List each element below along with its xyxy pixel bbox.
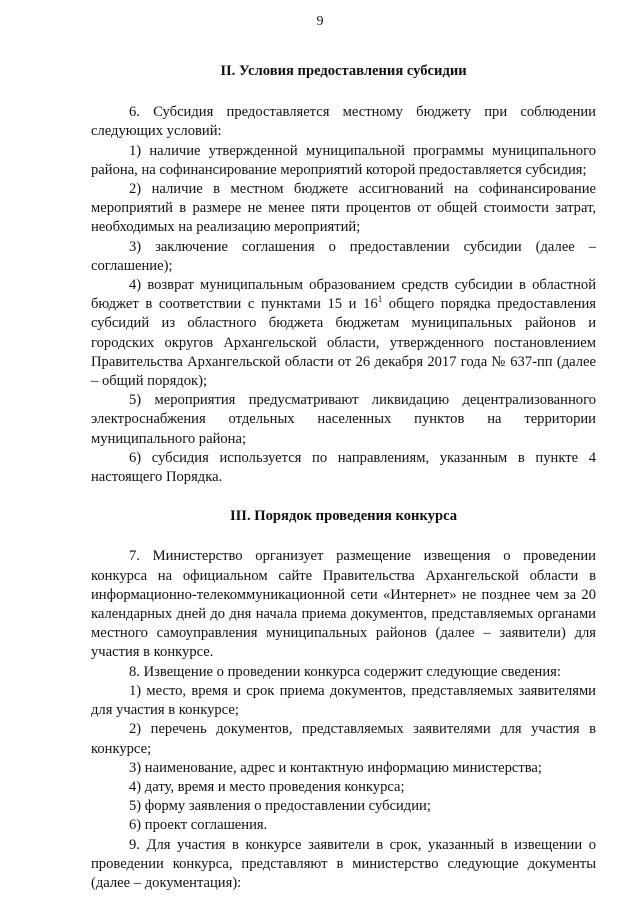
paragraph-8-item-1: 1) место, время и срок приема документов, представляемых заявителями для участия в конкурсе; <box>91 682 596 719</box>
paragraph-8-intro: 8. Извещение о проведении конкурса содержит следующие сведения: <box>129 663 561 680</box>
paragraph-8-item-4: 4) дату, время и место проведения конкурса; <box>129 778 405 795</box>
paragraph-7: 7. Министерство организует размещение извещения о проведении конкурса на официальном сайте Правительства Архангельской области в информационно-телекоммуникационной сети «Интернет» не позднее чем за 20 календарных дней до дня начала приема документов, представляемых органами местного самоуправления муниципальных районов (далее – заявители) для участия в конкурсе. <box>91 548 596 661</box>
section-heading-conditions: II. Условия предоставления субсидии <box>220 63 467 79</box>
paragraph-9: 9. Для участия в конкурсе заявители в срок, указанный в извещении о проведении конкурса, представляют в министерство следующие документы (далее – документация): <box>91 836 596 891</box>
paragraph-6-item-5: 5) мероприятия предусматривают ликвидацию децентрализованного электроснабжения отдельных населенных пунктов на территории муниципального района; <box>91 392 596 447</box>
paragraph-8-item-5: 5) форму заявления о предоставлении субсидии; <box>129 798 431 815</box>
paragraph-6-item-4-text-a: 4) возврат муниципальным образованием средств субсидии в областной бюджет в соответствии с пунктами 15 и 16 <box>91 277 596 313</box>
footnote-superscript: 1 <box>377 294 383 305</box>
paragraph-6-item-3: 3) заключение соглашения о предоставлении субсидии (далее – соглашение); <box>91 238 596 274</box>
paragraph-8-item-2: 2) перечень документов, представляемых заявителями для участия в конкурсе; <box>91 721 596 757</box>
section-heading-contest: III. Порядок проведения конкурса <box>229 508 458 525</box>
paragraph-6-item-2: 2) наличие в местном бюджете ассигнований на софинансирование мероприятий в размере не менее пяти процентов от общей стоимости затрат, необходимых на реализацию мероприятий; <box>91 181 596 236</box>
paragraph-6-item-4 <box>91 276 596 391</box>
paragraph-6-item-6: 6) субсидия используется по направлениям, указанным в пункте 4 настоящего Порядка. <box>91 449 596 486</box>
paragraph-8-item-3: 3) наименование, адрес и контактную информацию министерства; <box>129 759 542 776</box>
document-body <box>91 62 596 893</box>
paragraph-6-item-4-text-b: общего порядка предоставления субсидий из областного бюджета бюджетам муниципальных районов и городских округов Архангельской области, утвержденного постановлением Правительства Архангельской области от 26 декабря 2017 года № 637-пп (далее – общий порядок); <box>91 296 597 390</box>
paragraph-6-intro: 6. Субсидия предоставляется местному бюджету при соблюдении следующих условий: <box>91 104 596 140</box>
paragraph-8-item-6: 6) проект соглашения. <box>129 817 268 834</box>
page-number: 9 <box>316 14 324 29</box>
paragraph-6-item-1: 1) наличие утвержденной муниципальной программы муниципального района, на софинансирование мероприятий которой предоставляется субсидия; <box>91 142 596 178</box>
